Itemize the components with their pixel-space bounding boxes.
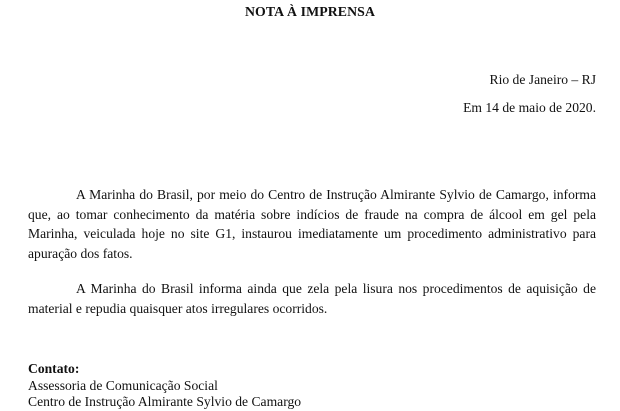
contact-line-center: Centro de Instrução Almirante Sylvio de Camargo [28, 394, 302, 409]
document-date: Em 14 de maio de 2020. [463, 100, 596, 115]
document-title: NOTA À IMPRENSA [244, 4, 376, 19]
body-paragraph-2: A Marinha do Brasil informa ainda que zela pela lisura nos procedimentos de aquisição de material e repudia quaisquer atos irregulares ocorridos. [28, 281, 596, 316]
contact-line-office: Assessoria de Comunicação Social [28, 377, 218, 393]
contact-block [28, 361, 301, 411]
contact-label: Contato: [28, 361, 80, 376]
body-paragraph-1: A Marinha do Brasil, por meio do Centro de Instrução Almirante Sylvio de Camargo, informa que, ao tomar conhecimento da matéria sobre indícios de fraude na compra de álcool em gel pela Marinha, veiculada hoje no site G1, instaurou imediatamente um procedimento administrativo para apuração dos fatos. [28, 187, 596, 261]
document-place: Rio de Janeiro – RJ [489, 72, 596, 87]
